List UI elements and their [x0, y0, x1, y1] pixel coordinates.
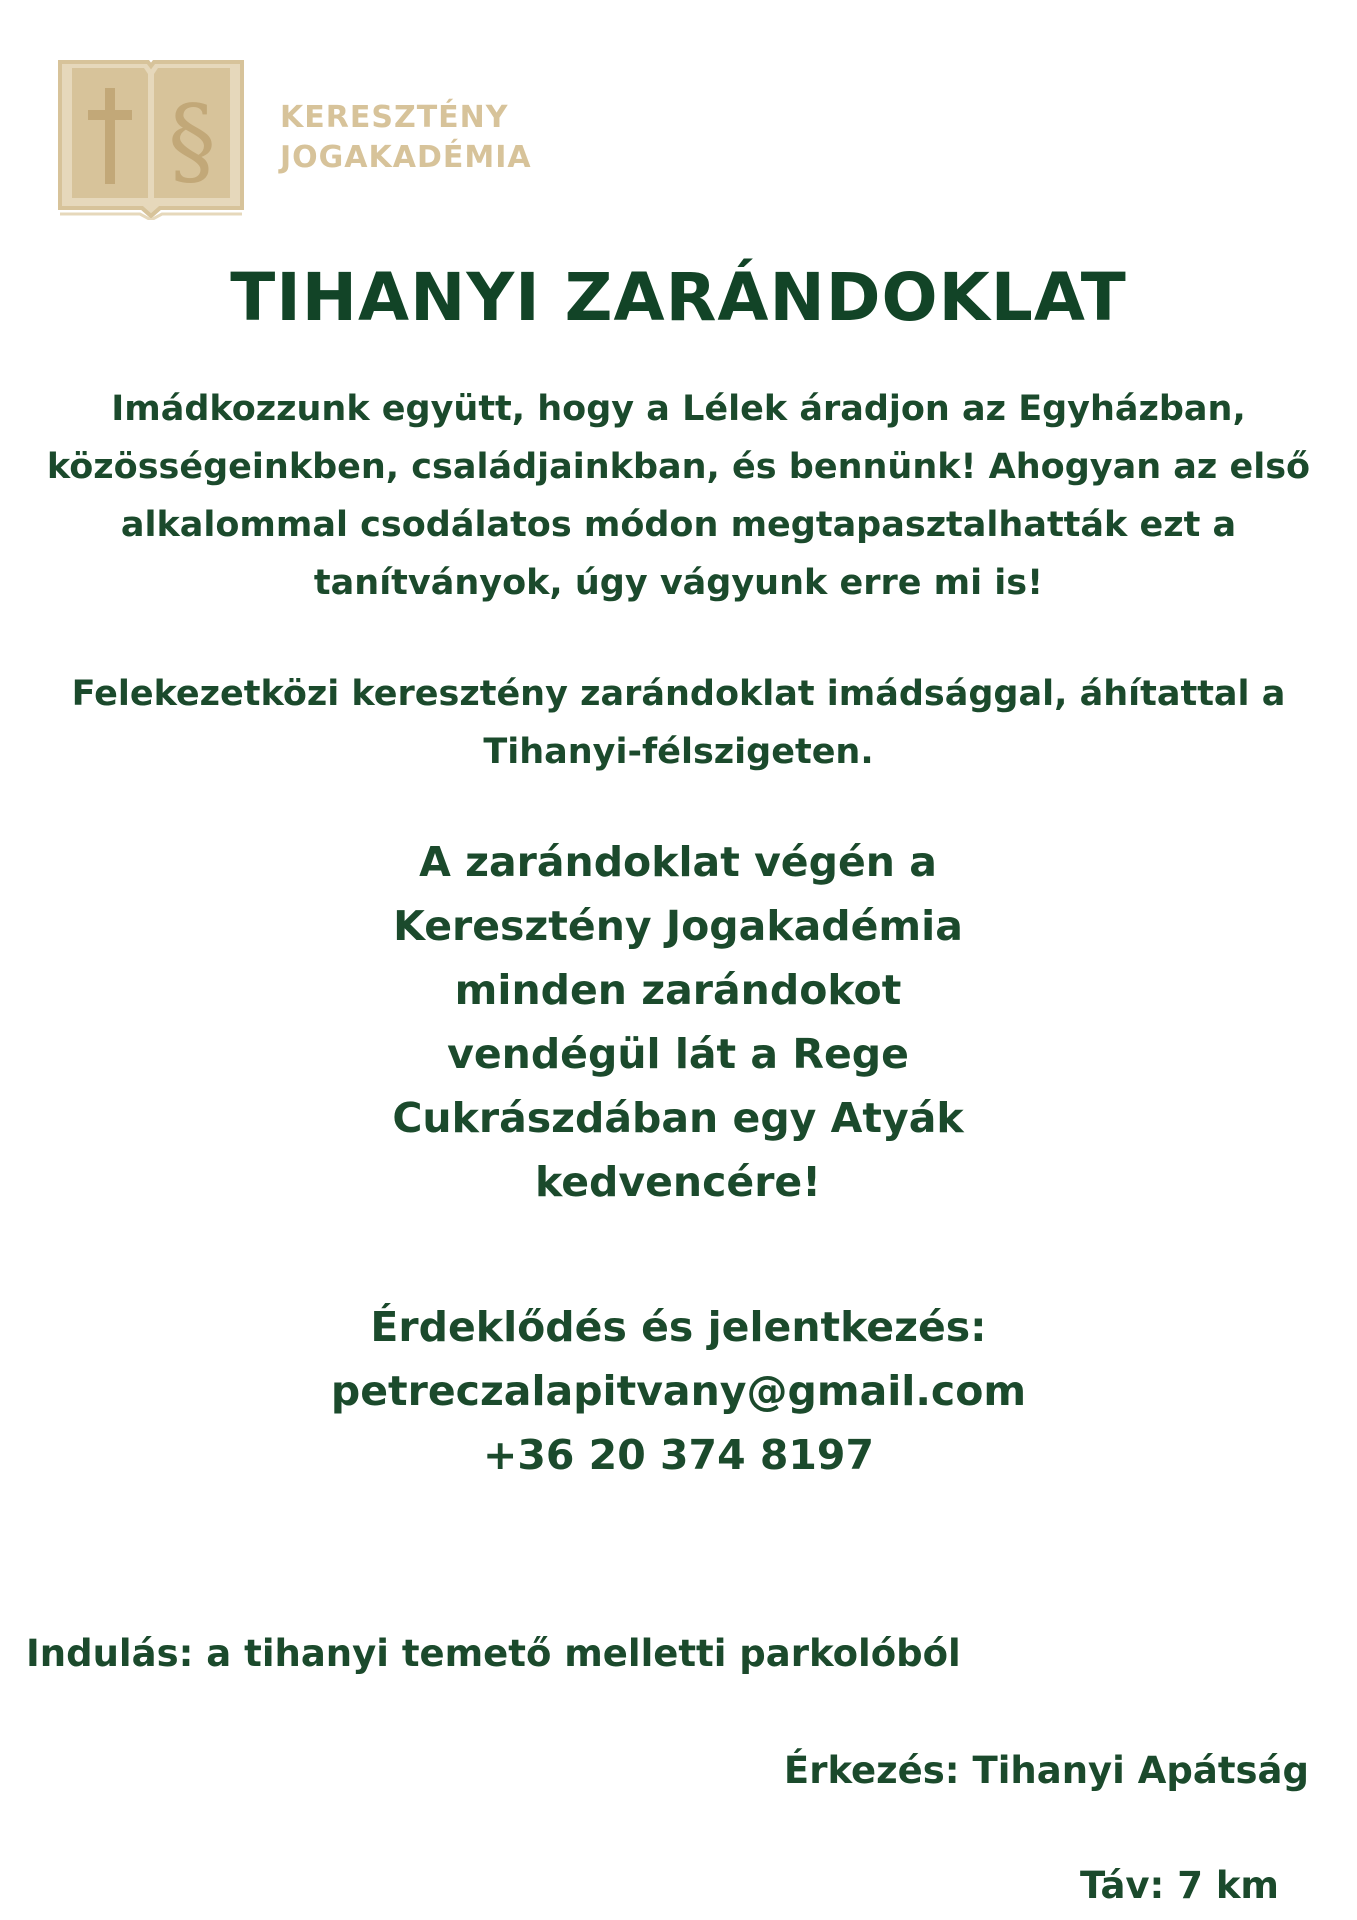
organization-name [280, 98, 532, 178]
start-location: Indulás: a tihanyi temető melletti parkolóból [26, 1632, 961, 1675]
contact-phone: +36 20 374 8197 [483, 1431, 874, 1479]
distance: Táv: 7 km [1079, 1864, 1279, 1907]
open-book-cross-paragraph-icon [56, 58, 246, 220]
contact-email: petreczalapitvany@gmail.com [330, 1367, 1027, 1415]
arrival-location: Érkezés: Tihanyi Apátság [783, 1749, 1309, 1792]
logo [56, 58, 246, 220]
hospitality-paragraph: A zarándoklat végén a Keresztény Jogakadémia minden zarándokot vendégül lát a Rege Cukrászdában egy Atyák kedvencére! [392, 838, 964, 1206]
contact-heading: Érdeklődés és jelentkezés: [370, 1303, 987, 1351]
svg-text:§: § [168, 85, 216, 197]
page-title: TIHANYI ZARÁNDOKLAT [230, 259, 1127, 336]
organization-name-line-2: JOGAKADÉMIA [280, 140, 532, 175]
intro-paragraph: Imádkozzunk együtt, hogy a Lélek áradjon az Egyházban, közösségeinkben, családjainkban, és bennünk! Ahogyan az első alkalommal csodálatos módon megtapasztalhatták ezt a tanítványok, úgy vágyunk erre mi is! [46, 389, 1311, 603]
contact-section [0, 1295, 1357, 1487]
ecumenical-paragraph: Felekezetközi keresztény zarándoklat imádsággal, áhítattal a Tihanyi-félszigeten. [71, 674, 1286, 772]
organization-name-line-1: KERESZTÉNY [280, 100, 509, 135]
